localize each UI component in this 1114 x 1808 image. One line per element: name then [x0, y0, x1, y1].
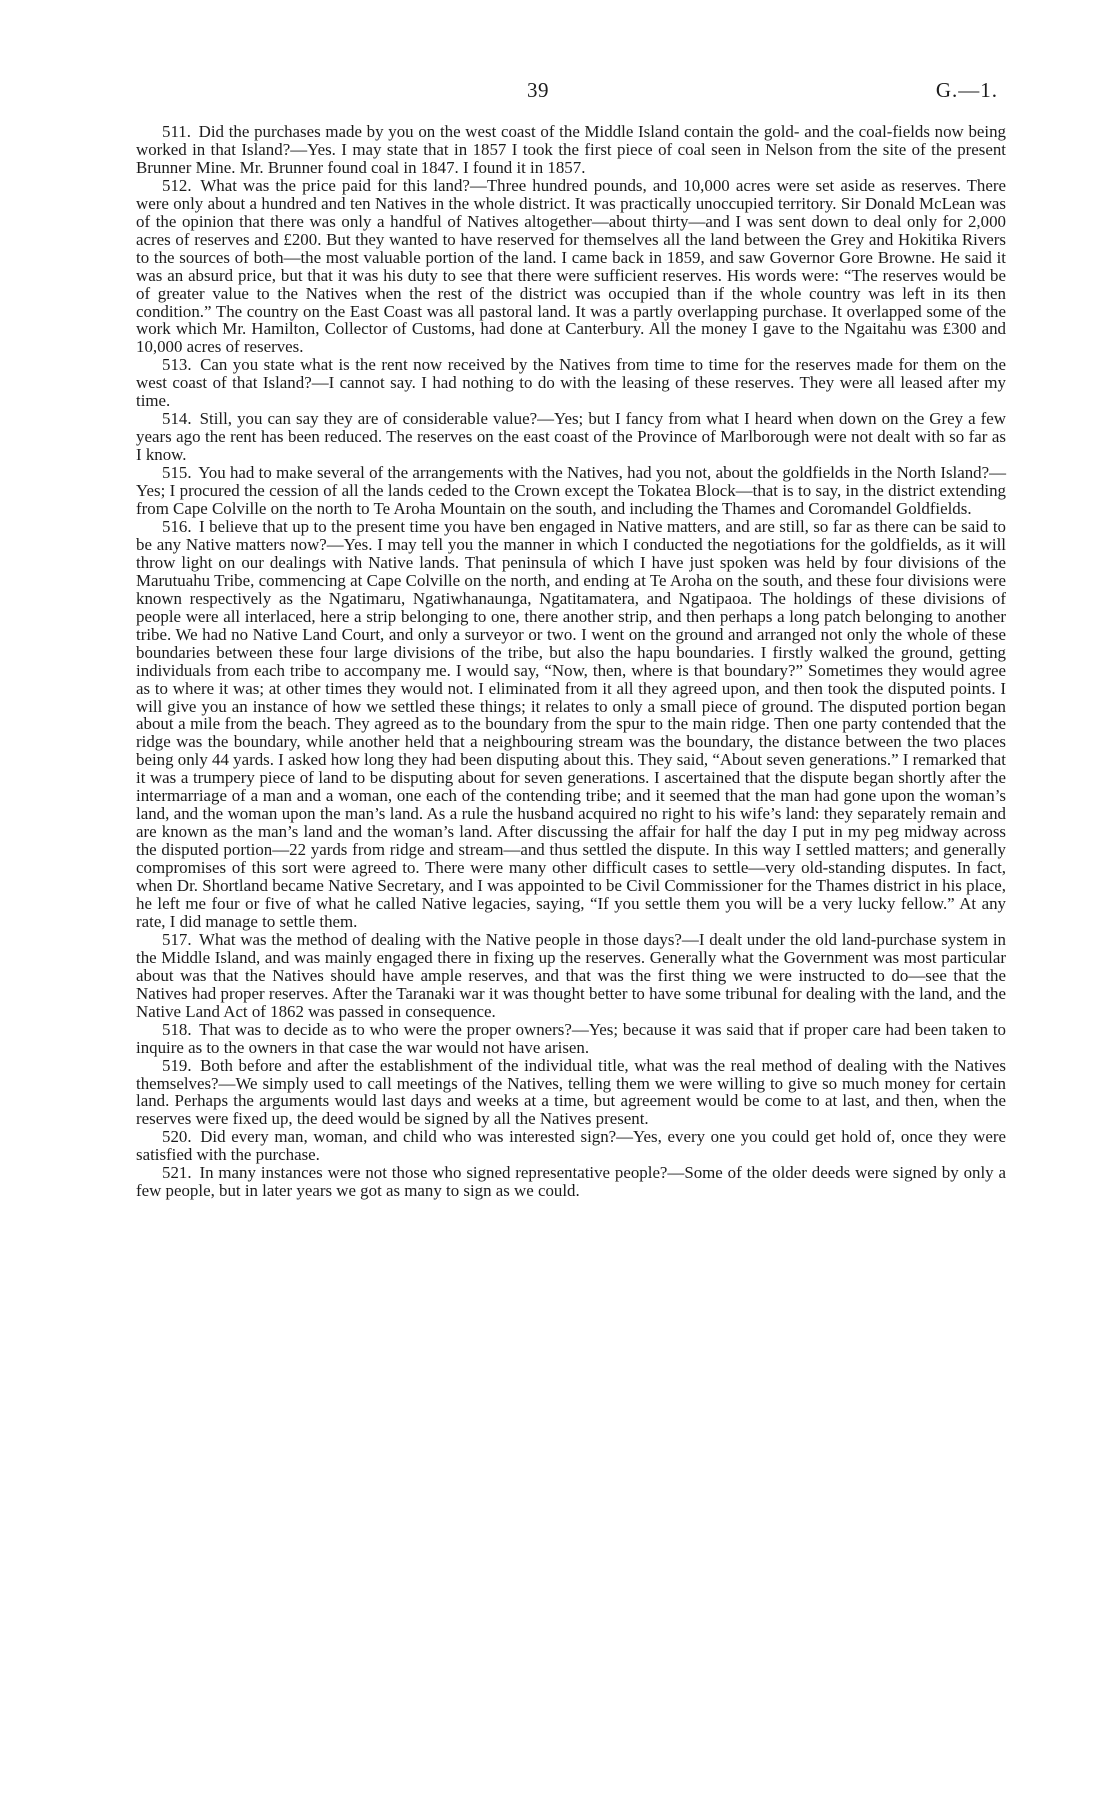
paragraph-518	[136, 1021, 1006, 1057]
paragraph-number: 520.	[162, 1127, 192, 1147]
paragraph-text: Still, you can say they are of considerable value?—Yes; but I fancy from what I heard when down on the Grey a few years ago the rent has been reduced. The reserves on the east coast of the Province of Marlborough were not dealt with so far as I know.	[136, 409, 1006, 465]
paragraph-number: 514.	[162, 409, 192, 429]
paragraph-513	[136, 356, 1006, 410]
paragraph-516	[136, 518, 1006, 931]
paragraph-text: Both before and after the establishment of the individual title, what was the real method of dealing with the Natives themselves?—We simply used to call meetings of the Natives, telling them we were willing to give so much money for certain land. Perhaps the arguments would last days and weeks at a time, but agreement would be come to at last, and then, when the reserves were fixed up, the deed would be signed by all the Natives present.	[136, 1055, 1006, 1129]
paragraph-515	[136, 464, 1006, 518]
paragraph-number: 518.	[162, 1019, 192, 1039]
body-text	[136, 123, 1006, 1200]
paragraph-520	[136, 1128, 1006, 1164]
paragraph-number: 511.	[162, 122, 191, 141]
paragraph-number: 519.	[162, 1055, 192, 1075]
document-reference: G.—1.	[935, 78, 998, 102]
paragraph-text: Did the purchases made by you on the west coast of the Middle Island contain the gold- and the coal-fields now being worked in that Island?—Yes. I may state that in 1857 I took the first piece of coal seen in Nelson from the site of the present Brunner Mine. Mr. Brunner found coal in 1847. I found it in 1857.	[136, 122, 1006, 177]
page-number: 39	[527, 78, 549, 102]
paragraph-text: What was the price paid for this land?—Three hundred pounds, and 10,000 acres were set aside as reserves. There were only about a hundred and ten Natives in the whole district. It was practically unoccupied territory. Sir Donald McLean was of the opinion that there was only a handful of Natives altogether—about thirty—and I was sent down to deal only for 2,000 acres of reserves and £200. But they wanted to have reserved for themselves all the land between the Grey and Hokitika Rivers to the sources of both—the most valuable portion of the land. I came back in 1859, and saw Governor Gore Browne. He said it was an absurd price, but that it was his duty to see that there were sufficient reserves. His words were: “The reserves would be of greater value to the Natives when the rest of the district was occupied than if the whole country was left in its then condition.” The country on the East Coast was all pastoral land. It was a partly overlapping purchase. It overlapped some of the work which Mr. Hamilton, Collector of Customs, had done at Canterbury. All the money I gave to the Ngaitahu was £300 and 10,000 acres of reserves.	[136, 175, 1006, 357]
paragraph-521	[136, 1164, 1006, 1200]
paragraph-text: I believe that up to the present time you have ben engaged in Native matters, and are still, so far as there can be said to be any Native matters now?—Yes. I may tell you the manner in which I conducted the negotiations for the goldfields, as it will throw light on our dealings with Native lands. That peninsula of which I have just spoken was held by four divisions of the Marutuahu Tribe, commencing at Cape Colville on the north, and ending at Te Aroha on the south, and these four divisions were known respectively as the Ngatimaru, Ngatiwhanaunga, Ngatitamatera, and Ngatipaoa. The holdings of these divisions of people were all interlaced, here a strip belonging to one, there another strip, and then perhaps a long patch belonging to another tribe. We had no Native Land Court, and only a surveyor or two. I went on the ground and arranged not only the whole of these boundaries between these four large divisions of the tribe, but also the hapu boundaries. I firstly walked the ground, getting individuals from each tribe to accompany me. I would say, “Now, then, where is that boundary?” Sometimes they would agree as to where it was; at other times they would not. I eliminated from it all they agreed upon, and then took the disputed points. I will give you an instance of how we settled these things; it relates to only a small piece of ground. The disputed portion began about a mile from the beach. They agreed as to the boundary from the spur to the main ridge. Then one party contended that the ridge was the boundary, while another held that a neighbouring stream was the boundary, the distance between the two places being only 44 yards. I asked how long they had been disputing about this. They said, “About seven generations.” I remarked that it was a trumpery piece of land to be disputing about for seven generations. I ascertained that the dispute began shortly after the intermarriage of a man and a woman, one each of the contending tribe; and it seemed that the man had gone upon the woman’s land, and the woman upon the man’s land. As a rule the husband acquired no right to his wife’s land: they separately remain and are known as the man’s land and the woman’s land. After discussing the affair for half the day I put in my peg midway across the disputed portion—22 yards from ridge and stream—and thus settled the dispute. In this way I settled matters; and generally compromises of this sort were agreed to. There were many other difficult cases to settle—very old-standing disputes. In fact, when Dr. Shortland became Native Secretary, and I was appointed to be Civil Commissioner for the Thames district in his place, he left me four or five of what he called Native legacies, saying, “If you settle them you will be a very lucky fellow.” At any rate, I did manage to settle them.	[136, 516, 1006, 931]
paragraph-512	[136, 177, 1006, 357]
paragraph-517	[136, 931, 1006, 1021]
paragraph-text: That was to decide as to who were the proper owners?—Yes; because it was said that if proper care had been taken to inquire as to the owners in that case the war would not have arisen.	[136, 1019, 1007, 1057]
paragraph-text: You had to make several of the arrangements with the Natives, had you not, about the goldfields in the North Island?—Yes; I procured the cession of all the lands ceded to the Crown except the Tokatea Block—that is to say, in the district extending from Cape Colville on the north to Te Aroha Mountain on the south, and including the Thames and Coromandel Goldfields.	[136, 463, 1006, 519]
paragraph-514	[136, 410, 1006, 464]
paragraph-511	[136, 123, 1006, 177]
paragraph-text: In many instances were not those who signed representative people?—Some of the older deeds were signed by only a few people, but in later years we got as many to sign as we could.	[136, 1163, 1006, 1201]
page-header	[0, 78, 1114, 108]
paragraph-number: 517.	[162, 929, 192, 949]
paragraph-number: 521.	[162, 1163, 192, 1183]
paragraph-text: Can you state what is the rent now received by the Natives from time to time for the reserves made for them on the west coast of that Island?—I cannot say. I had nothing to do with the leasing of these reserves. They were all leased after my time.	[136, 355, 1006, 411]
paragraph-number: 516.	[162, 516, 192, 536]
paragraph-519	[136, 1057, 1006, 1129]
paragraph-text: What was the method of dealing with the Native people in those days?—I dealt under the old land-purchase system in the Middle Island, and was mainly engaged there in fixing up the reserves. Generally what the Government was most particular about was that the Natives should have ample reserves, and that was the first thing we were instructed to do—see that the Natives had proper reserves. After the Taranaki war it was thought better to have some tribunal for dealing with the land, and the Native Land Act of 1862 was passed in consequence.	[136, 929, 1006, 1021]
paragraph-text: Did every man, woman, and child who was interested sign?—Yes, every one you could get hold of, once they were satisfied with the purchase.	[136, 1127, 1006, 1165]
paragraph-number: 512.	[162, 175, 192, 195]
paragraph-number: 515.	[162, 463, 192, 483]
paragraph-number: 513.	[162, 355, 192, 375]
